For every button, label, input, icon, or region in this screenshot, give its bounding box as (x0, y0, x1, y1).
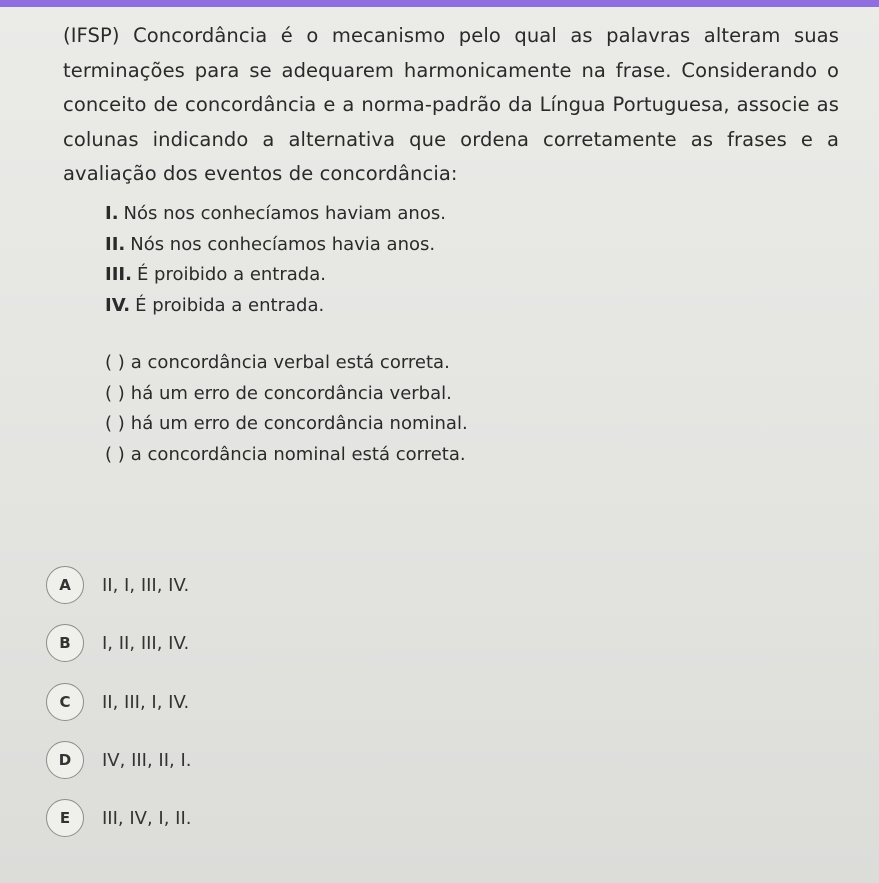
answer-option-d[interactable] (46, 740, 192, 780)
evaluation-text: há um erro de concordância verbal. (130, 382, 452, 404)
sentence-number: I. (105, 203, 119, 224)
top-accent-bar (0, 0, 879, 7)
answer-option-c[interactable] (46, 682, 189, 722)
option-letter-circle[interactable]: B (46, 624, 84, 662)
sentence-text: É proibida a entrada. (135, 294, 325, 316)
sentence-item (105, 291, 446, 322)
blank-parenthesis: ( ) (105, 443, 125, 465)
answer-option-a[interactable] (46, 565, 189, 605)
answer-option-e[interactable] (46, 798, 192, 838)
option-text[interactable]: III, IV, I, II. (102, 807, 192, 829)
answer-option-b[interactable] (46, 623, 189, 663)
evaluation-item (105, 348, 468, 379)
evaluation-text: há um erro de concordância nominal. (130, 413, 468, 434)
blank-parenthesis: ( ) (105, 413, 125, 434)
option-text[interactable]: II, I, III, IV. (102, 574, 190, 596)
option-text[interactable]: IV, III, II, I. (102, 749, 192, 771)
sentence-item (105, 199, 446, 230)
sentence-number: III. (105, 264, 132, 285)
option-letter-circle[interactable]: D (46, 741, 84, 779)
sentence-text: Nós nos conhecíamos haviam anos. (123, 203, 446, 224)
option-text[interactable]: II, III, I, IV. (102, 691, 190, 713)
option-letter-circle[interactable]: C (46, 683, 84, 721)
blank-parenthesis: ( ) (105, 382, 125, 404)
evaluation-item (105, 379, 468, 410)
sentence-text: Nós nos conhecíamos havia anos. (130, 233, 436, 255)
sentence-item (105, 230, 446, 261)
evaluation-text: a concordância verbal está correta. (130, 352, 450, 373)
blank-parenthesis: ( ) (105, 352, 125, 373)
question-statement: (IFSP) Concordância é o mecanismo pelo qual as palavras alteram suas terminações para se adequarem harmonicamente na frase. Considerando o conceito de concordância e a norma-padrão da Língua Portuguesa, associe as colunas indicando a alternativa que ordena corretamente as frases e a avaliação dos eventos de concordância: (63, 24, 839, 185)
evaluation-text: a concordância nominal está correta. (130, 443, 466, 465)
sentence-text: É proibido a entrada. (136, 264, 326, 285)
evaluation-item (105, 409, 468, 440)
sentence-number: IV. (105, 294, 131, 316)
option-letter-circle[interactable]: A (46, 566, 84, 604)
option-text[interactable]: I, II, III, IV. (102, 632, 190, 654)
option-letter-circle[interactable]: E (46, 799, 84, 837)
sentence-item (105, 260, 446, 291)
evaluation-item (105, 440, 468, 471)
question-page (0, 7, 879, 883)
sentence-list (105, 199, 446, 321)
sentence-number: II. (105, 233, 126, 255)
evaluation-list (105, 348, 468, 470)
